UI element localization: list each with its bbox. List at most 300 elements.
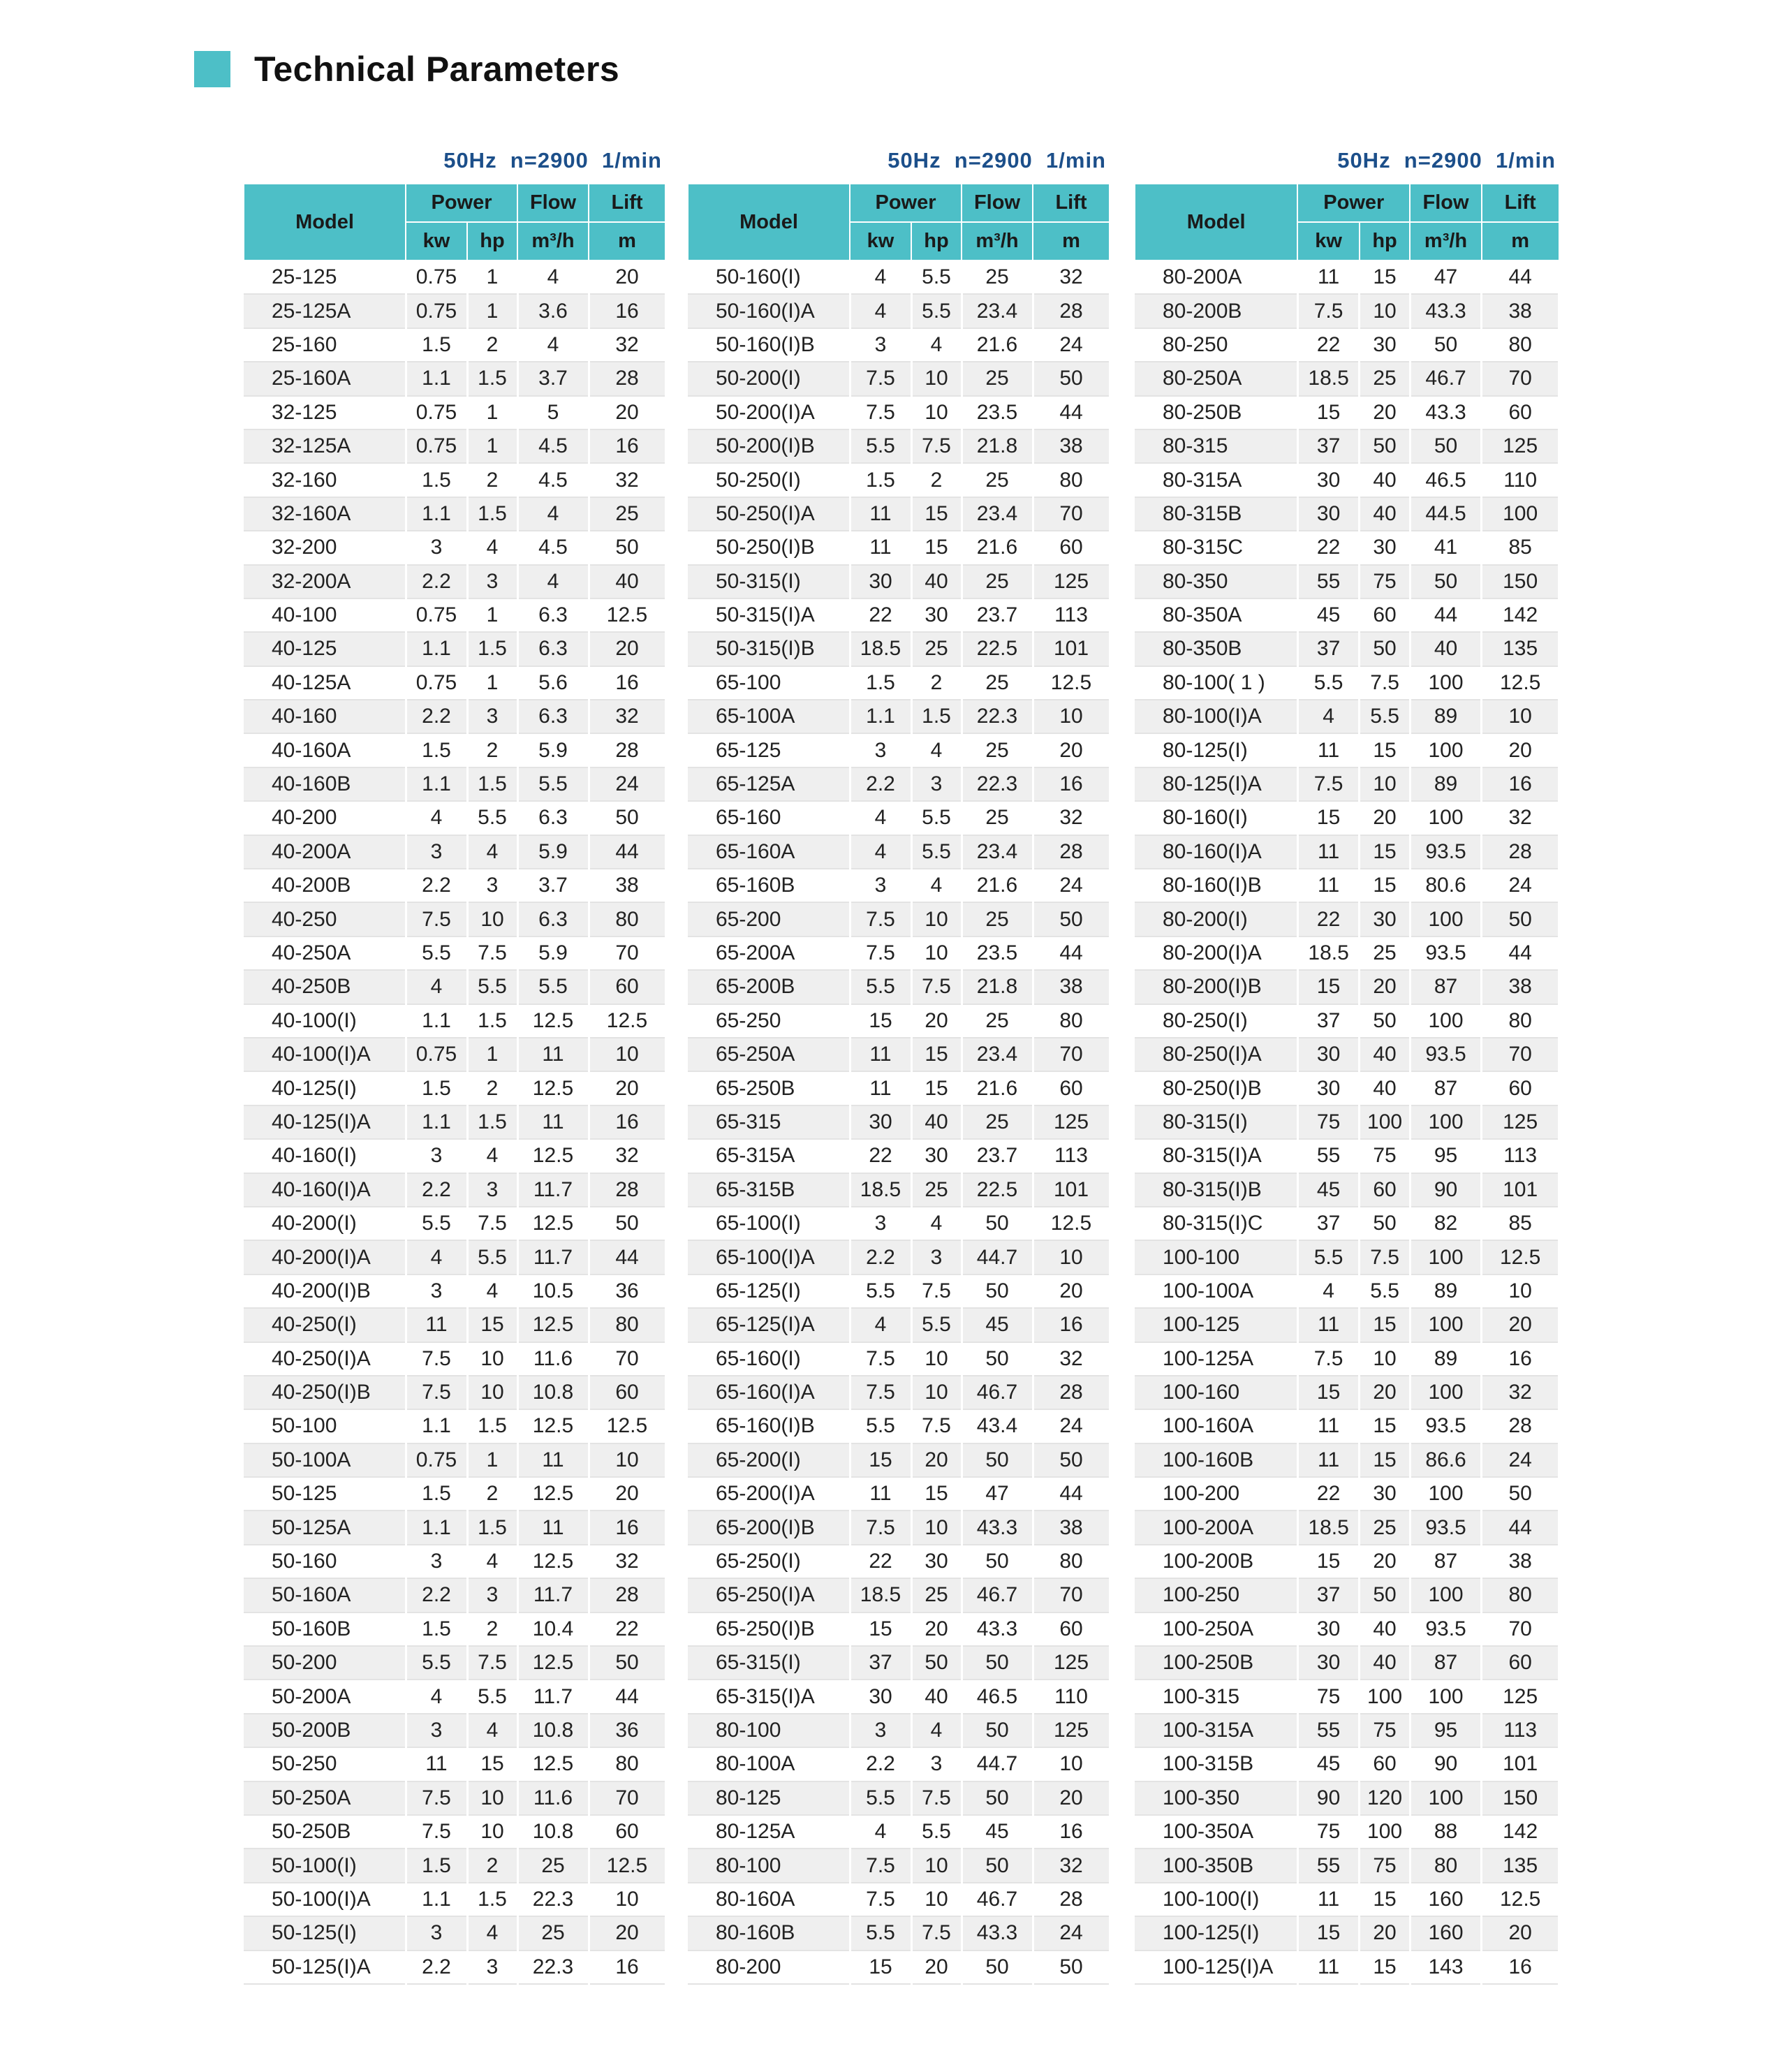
cell-model: 65-250 xyxy=(688,1004,850,1038)
cell-lift: 80 xyxy=(1033,1004,1110,1038)
cell-hp: 5.5 xyxy=(911,801,962,835)
cell-kw: 4 xyxy=(850,1308,911,1342)
cell-flow: 6.3 xyxy=(517,801,589,835)
cell-lift: 40 xyxy=(589,565,665,598)
cell-kw: 30 xyxy=(1297,1646,1360,1680)
cell-lift: 44 xyxy=(1482,936,1559,970)
cell-lift: 125 xyxy=(1033,1714,1110,1747)
cell-flow: 100 xyxy=(1410,1477,1482,1511)
cell-flow: 11.7 xyxy=(517,1240,589,1274)
table-row xyxy=(244,1342,665,1376)
cell-hp: 15 xyxy=(911,1038,962,1071)
cell-lift: 38 xyxy=(1033,1511,1110,1544)
cell-kw: 1.5 xyxy=(406,1477,467,1511)
table-row xyxy=(244,632,665,666)
cell-hp: 1.5 xyxy=(911,700,962,733)
cell-flow: 21.8 xyxy=(962,429,1033,463)
cell-kw: 1.5 xyxy=(406,733,467,767)
cell-hp: 50 xyxy=(1360,429,1410,463)
cell-lift: 101 xyxy=(1482,1747,1559,1781)
cell-flow: 93.5 xyxy=(1410,1409,1482,1443)
cell-model: 65-125(I) xyxy=(688,1274,850,1308)
cell-flow: 43.3 xyxy=(962,1612,1033,1646)
cell-lift: 16 xyxy=(1482,1950,1559,1984)
cell-model: 40-250(I)B xyxy=(244,1376,406,1409)
cell-flow: 21.6 xyxy=(962,328,1033,362)
cell-hp: 40 xyxy=(1360,463,1410,497)
cell-kw: 1.1 xyxy=(406,767,467,801)
cell-flow: 12.5 xyxy=(517,1071,589,1105)
cell-hp: 3 xyxy=(467,1173,517,1207)
cell-lift: 20 xyxy=(1482,1916,1559,1950)
col-header-model: Model xyxy=(1135,184,1297,260)
cell-model: 40-200(I) xyxy=(244,1207,406,1240)
cell-model: 100-125A xyxy=(1135,1342,1297,1376)
table-row xyxy=(688,1071,1110,1105)
cell-hp: 5.5 xyxy=(1360,1274,1410,1308)
cell-hp: 3 xyxy=(467,1578,517,1612)
table-row xyxy=(1135,1308,1559,1342)
cell-flow: 46.5 xyxy=(1410,463,1482,497)
cell-hp: 10 xyxy=(1360,767,1410,801)
cell-model: 80-200 xyxy=(688,1950,850,1984)
cell-lift: 32 xyxy=(589,1545,665,1578)
cell-hp: 4 xyxy=(911,328,962,362)
cell-lift: 113 xyxy=(1482,1139,1559,1173)
cell-hp: 60 xyxy=(1360,598,1410,632)
cell-model: 80-250 xyxy=(1135,328,1297,362)
table-row xyxy=(1135,1038,1559,1071)
table-row xyxy=(244,1409,665,1443)
cell-hp: 100 xyxy=(1360,1680,1410,1713)
cell-model: 65-160(I) xyxy=(688,1342,850,1376)
cell-flow: 40 xyxy=(1410,632,1482,666)
col-header-model: Model xyxy=(688,184,850,260)
cell-flow: 50 xyxy=(962,1207,1033,1240)
cell-kw: 15 xyxy=(1297,1545,1360,1578)
cell-model: 80-315A xyxy=(1135,463,1297,497)
cell-hp: 15 xyxy=(1360,1443,1410,1477)
cell-flow: 11 xyxy=(517,1105,589,1139)
cell-hp: 15 xyxy=(1360,260,1410,294)
table-row xyxy=(244,970,665,1004)
cell-flow: 5.6 xyxy=(517,666,589,700)
table-row xyxy=(1135,294,1559,328)
table-row xyxy=(688,801,1110,835)
cell-model: 80-100 xyxy=(688,1714,850,1747)
cell-kw: 1.1 xyxy=(406,1409,467,1443)
cell-hp: 4 xyxy=(467,1274,517,1308)
cell-lift: 125 xyxy=(1482,1680,1559,1713)
cell-hp: 1.5 xyxy=(467,1511,517,1544)
cell-model: 40-125A xyxy=(244,666,406,700)
cell-kw: 18.5 xyxy=(850,632,911,666)
cell-model: 25-160A xyxy=(244,362,406,395)
cell-hp: 4 xyxy=(911,869,962,902)
cell-lift: 125 xyxy=(1033,1646,1110,1680)
cell-lift: 70 xyxy=(589,1781,665,1815)
table-row xyxy=(688,1274,1110,1308)
cell-hp: 7.5 xyxy=(1360,666,1410,700)
cell-lift: 101 xyxy=(1482,1173,1559,1207)
cell-flow: 21.6 xyxy=(962,1071,1033,1105)
table-row xyxy=(1135,700,1559,733)
cell-lift: 50 xyxy=(1482,1477,1559,1511)
table-row xyxy=(1135,1274,1559,1308)
cell-kw: 3 xyxy=(406,1139,467,1173)
cell-lift: 28 xyxy=(1033,1376,1110,1409)
cell-flow: 10.8 xyxy=(517,1714,589,1747)
table-row xyxy=(244,1545,665,1578)
cell-lift: 20 xyxy=(1033,1274,1110,1308)
cell-hp: 10 xyxy=(467,1815,517,1849)
cell-hp: 20 xyxy=(911,1950,962,1984)
cell-flow: 50 xyxy=(1410,328,1482,362)
cell-hp: 1.5 xyxy=(467,767,517,801)
cell-kw: 11 xyxy=(850,1038,911,1071)
cell-model: 40-160B xyxy=(244,767,406,801)
cell-flow: 4 xyxy=(517,328,589,362)
cell-model: 40-125 xyxy=(244,632,406,666)
table-row xyxy=(1135,1105,1559,1139)
cell-model: 100-250B xyxy=(1135,1646,1297,1680)
cell-lift: 50 xyxy=(1033,902,1110,936)
cell-kw: 0.75 xyxy=(406,1038,467,1071)
cell-model: 50-160 xyxy=(244,1545,406,1578)
cell-lift: 28 xyxy=(1033,1883,1110,1916)
cell-model: 40-250 xyxy=(244,902,406,936)
cell-hp: 7.5 xyxy=(467,1207,517,1240)
cell-flow: 43.3 xyxy=(1410,294,1482,328)
table-row xyxy=(244,1849,665,1882)
cell-hp: 30 xyxy=(911,598,962,632)
cell-kw: 1.1 xyxy=(850,700,911,733)
cell-model: 50-100(I) xyxy=(244,1849,406,1882)
cell-flow: 10.8 xyxy=(517,1815,589,1849)
col-header-lift: Lift xyxy=(589,184,665,222)
cell-kw: 90 xyxy=(1297,1781,1360,1815)
table-row xyxy=(1135,1139,1559,1173)
cell-model: 65-100A xyxy=(688,700,850,733)
cell-lift: 10 xyxy=(1482,1274,1559,1308)
cell-hp: 50 xyxy=(1360,1004,1410,1038)
cell-hp: 30 xyxy=(1360,1477,1410,1511)
cell-lift: 20 xyxy=(589,1071,665,1105)
table-row xyxy=(244,1578,665,1612)
cell-kw: 4 xyxy=(850,801,911,835)
cell-kw: 11 xyxy=(850,531,911,564)
cell-hp: 5.5 xyxy=(911,294,962,328)
cell-lift: 20 xyxy=(589,632,665,666)
cell-model: 80-250B xyxy=(1135,396,1297,429)
cell-model: 65-315(I)A xyxy=(688,1680,850,1713)
cell-flow: 100 xyxy=(1410,1308,1482,1342)
cell-flow: 93.5 xyxy=(1410,835,1482,869)
cell-hp: 10 xyxy=(467,1781,517,1815)
cell-lift: 50 xyxy=(589,1207,665,1240)
table-row xyxy=(688,1612,1110,1646)
cell-kw: 4 xyxy=(406,801,467,835)
table-row xyxy=(244,835,665,869)
cell-hp: 5.5 xyxy=(1360,700,1410,733)
cell-flow: 4 xyxy=(517,497,589,531)
table-row xyxy=(688,396,1110,429)
table-row xyxy=(244,1477,665,1511)
col-header-hp: hp xyxy=(467,222,517,260)
cell-model: 80-250A xyxy=(1135,362,1297,395)
cell-model: 100-100A xyxy=(1135,1274,1297,1308)
cell-model: 50-200(I)B xyxy=(688,429,850,463)
table-row xyxy=(688,1038,1110,1071)
parameters-table xyxy=(243,183,667,1985)
table-row xyxy=(244,396,665,429)
cell-model: 40-200(I)B xyxy=(244,1274,406,1308)
cell-kw: 2.2 xyxy=(406,700,467,733)
cell-model: 50-315(I)A xyxy=(688,598,850,632)
cell-kw: 37 xyxy=(850,1646,911,1680)
table-row xyxy=(1135,1916,1559,1950)
table-row xyxy=(244,328,665,362)
cell-model: 100-350B xyxy=(1135,1849,1297,1882)
cell-hp: 20 xyxy=(1360,396,1410,429)
cell-model: 80-315(I)A xyxy=(1135,1139,1297,1173)
cell-flow: 22.3 xyxy=(962,767,1033,801)
cell-lift: 50 xyxy=(589,1646,665,1680)
cell-hp: 10 xyxy=(911,902,962,936)
cell-flow: 25 xyxy=(962,565,1033,598)
cell-lift: 28 xyxy=(589,733,665,767)
col-header-hp: hp xyxy=(1360,222,1410,260)
table-row xyxy=(688,1308,1110,1342)
cell-hp: 2 xyxy=(467,1071,517,1105)
cell-flow: 11.6 xyxy=(517,1781,589,1815)
col-header-lift-unit: m xyxy=(1482,222,1559,260)
cell-lift: 50 xyxy=(589,801,665,835)
cell-flow: 3.7 xyxy=(517,869,589,902)
cell-kw: 7.5 xyxy=(406,1376,467,1409)
table-row xyxy=(1135,531,1559,564)
cell-lift: 110 xyxy=(1482,463,1559,497)
cell-flow: 25 xyxy=(962,902,1033,936)
cell-hp: 30 xyxy=(1360,328,1410,362)
cell-model: 32-160A xyxy=(244,497,406,531)
cell-model: 80-250(I)B xyxy=(1135,1071,1297,1105)
cell-lift: 25 xyxy=(589,497,665,531)
cell-kw: 18.5 xyxy=(850,1578,911,1612)
cell-flow: 25 xyxy=(962,1105,1033,1139)
cell-kw: 0.75 xyxy=(406,429,467,463)
cell-model: 100-315B xyxy=(1135,1747,1297,1781)
cell-model: 80-125A xyxy=(688,1815,850,1849)
cell-model: 80-200(I)B xyxy=(1135,970,1297,1004)
table-row xyxy=(244,1105,665,1139)
table-row xyxy=(688,1714,1110,1747)
cell-kw: 5.5 xyxy=(406,936,467,970)
cell-model: 65-250(I) xyxy=(688,1545,850,1578)
cell-lift: 80 xyxy=(1482,1578,1559,1612)
cell-lift: 125 xyxy=(1033,1105,1110,1139)
cell-lift: 38 xyxy=(589,869,665,902)
cell-hp: 2 xyxy=(911,463,962,497)
cell-flow: 87 xyxy=(1410,970,1482,1004)
cell-flow: 89 xyxy=(1410,1274,1482,1308)
cell-hp: 3 xyxy=(467,565,517,598)
cell-flow: 88 xyxy=(1410,1815,1482,1849)
cell-kw: 30 xyxy=(1297,1038,1360,1071)
cell-hp: 1 xyxy=(467,396,517,429)
cell-flow: 5.9 xyxy=(517,835,589,869)
cell-hp: 40 xyxy=(911,1680,962,1713)
cell-model: 65-250A xyxy=(688,1038,850,1071)
cell-hp: 20 xyxy=(1360,970,1410,1004)
cell-lift: 24 xyxy=(1482,869,1559,902)
table-row xyxy=(244,497,665,531)
cell-kw: 1.5 xyxy=(850,666,911,700)
cell-lift: 32 xyxy=(589,1139,665,1173)
cell-kw: 15 xyxy=(850,1004,911,1038)
cell-hp: 4 xyxy=(911,1714,962,1747)
cell-flow: 10.8 xyxy=(517,1376,589,1409)
cell-model: 65-160 xyxy=(688,801,850,835)
cell-kw: 4 xyxy=(850,294,911,328)
table-row xyxy=(1135,1680,1559,1713)
cell-flow: 89 xyxy=(1410,700,1482,733)
cell-flow: 12.5 xyxy=(517,1477,589,1511)
cell-model: 100-100(I) xyxy=(1135,1883,1297,1916)
cell-kw: 18.5 xyxy=(1297,362,1360,395)
cell-lift: 50 xyxy=(1482,902,1559,936)
cell-lift: 24 xyxy=(1033,1409,1110,1443)
cell-hp: 1 xyxy=(467,598,517,632)
cell-flow: 100 xyxy=(1410,1376,1482,1409)
cell-lift: 20 xyxy=(1033,1781,1110,1815)
cell-model: 40-160 xyxy=(244,700,406,733)
cell-model: 50-250(I) xyxy=(688,463,850,497)
cell-hp: 4 xyxy=(911,1207,962,1240)
cell-flow: 44.7 xyxy=(962,1747,1033,1781)
cell-kw: 37 xyxy=(1297,1207,1360,1240)
table-row xyxy=(244,1004,665,1038)
table-row xyxy=(244,1950,665,1984)
cell-kw: 5.5 xyxy=(406,1207,467,1240)
table-row xyxy=(1135,1815,1559,1849)
cell-kw: 2.2 xyxy=(406,869,467,902)
table-row xyxy=(1135,260,1559,294)
table-row xyxy=(688,1815,1110,1849)
cell-flow: 25 xyxy=(962,666,1033,700)
col-header-kw: kw xyxy=(406,222,467,260)
cell-kw: 0.75 xyxy=(406,396,467,429)
cell-flow: 80 xyxy=(1410,1849,1482,1882)
cell-hp: 3 xyxy=(911,1240,962,1274)
cell-flow: 12.5 xyxy=(517,1545,589,1578)
cell-kw: 7.5 xyxy=(406,1815,467,1849)
table-row xyxy=(1135,1545,1559,1578)
cell-lift: 80 xyxy=(1033,463,1110,497)
table-row xyxy=(1135,1071,1559,1105)
cell-model: 40-200(I)A xyxy=(244,1240,406,1274)
cell-model: 40-100(I)A xyxy=(244,1038,406,1071)
cell-flow: 80.6 xyxy=(1410,869,1482,902)
cell-kw: 22 xyxy=(1297,902,1360,936)
table-row xyxy=(1135,1883,1559,1916)
cell-kw: 3 xyxy=(850,733,911,767)
cell-flow: 11.7 xyxy=(517,1578,589,1612)
cell-model: 40-160A xyxy=(244,733,406,767)
cell-hp: 7.5 xyxy=(911,1916,962,1950)
cell-hp: 5.5 xyxy=(467,801,517,835)
cell-lift: 110 xyxy=(1033,1680,1110,1713)
cell-kw: 1.1 xyxy=(406,1511,467,1544)
cell-flow: 47 xyxy=(962,1477,1033,1511)
cell-kw: 18.5 xyxy=(850,1173,911,1207)
col-header-hp: hp xyxy=(911,222,962,260)
cell-flow: 25 xyxy=(517,1916,589,1950)
cell-lift: 20 xyxy=(589,260,665,294)
table-row xyxy=(244,1139,665,1173)
cell-model: 100-250 xyxy=(1135,1578,1297,1612)
cell-lift: 32 xyxy=(1033,1849,1110,1882)
cell-model: 32-200A xyxy=(244,565,406,598)
cell-flow: 90 xyxy=(1410,1173,1482,1207)
cell-kw: 1.5 xyxy=(406,1071,467,1105)
cell-model: 100-315 xyxy=(1135,1680,1297,1713)
table-row xyxy=(1135,1578,1559,1612)
cell-flow: 89 xyxy=(1410,1342,1482,1376)
cell-hp: 15 xyxy=(911,531,962,564)
cell-model: 100-160B xyxy=(1135,1443,1297,1477)
cell-lift: 135 xyxy=(1482,632,1559,666)
cell-lift: 44 xyxy=(1482,260,1559,294)
cell-flow: 12.5 xyxy=(517,1646,589,1680)
cell-kw: 0.75 xyxy=(406,598,467,632)
cell-kw: 5.5 xyxy=(850,970,911,1004)
cell-flow: 6.3 xyxy=(517,632,589,666)
cell-flow: 21.6 xyxy=(962,531,1033,564)
cell-model: 80-125(I) xyxy=(1135,733,1297,767)
cell-model: 80-315(I)C xyxy=(1135,1207,1297,1240)
cell-lift: 16 xyxy=(589,666,665,700)
cell-kw: 3 xyxy=(850,328,911,362)
cell-lift: 101 xyxy=(1033,1173,1110,1207)
cell-kw: 22 xyxy=(1297,1477,1360,1511)
cell-hp: 30 xyxy=(911,1545,962,1578)
cell-hp: 15 xyxy=(1360,1308,1410,1342)
cell-hp: 4 xyxy=(467,1139,517,1173)
table-row xyxy=(244,733,665,767)
table-row xyxy=(244,1207,665,1240)
cell-lift: 28 xyxy=(1482,1409,1559,1443)
table-row xyxy=(244,1443,665,1477)
cell-flow: 86.6 xyxy=(1410,1443,1482,1477)
cell-model: 50-100(I)A xyxy=(244,1883,406,1916)
cell-hp: 40 xyxy=(1360,497,1410,531)
cell-lift: 113 xyxy=(1033,1139,1110,1173)
cell-flow: 3.7 xyxy=(517,362,589,395)
cell-lift: 85 xyxy=(1482,1207,1559,1240)
table-row xyxy=(688,328,1110,362)
cell-lift: 44 xyxy=(589,835,665,869)
cell-hp: 10 xyxy=(911,1883,962,1916)
cell-lift: 125 xyxy=(1033,565,1110,598)
cell-model: 100-200B xyxy=(1135,1545,1297,1578)
table-row xyxy=(688,1004,1110,1038)
cell-kw: 30 xyxy=(850,1680,911,1713)
cell-lift: 16 xyxy=(589,1950,665,1984)
table-row xyxy=(1135,767,1559,801)
cell-model: 50-250(I)A xyxy=(688,497,850,531)
table-row xyxy=(688,1139,1110,1173)
